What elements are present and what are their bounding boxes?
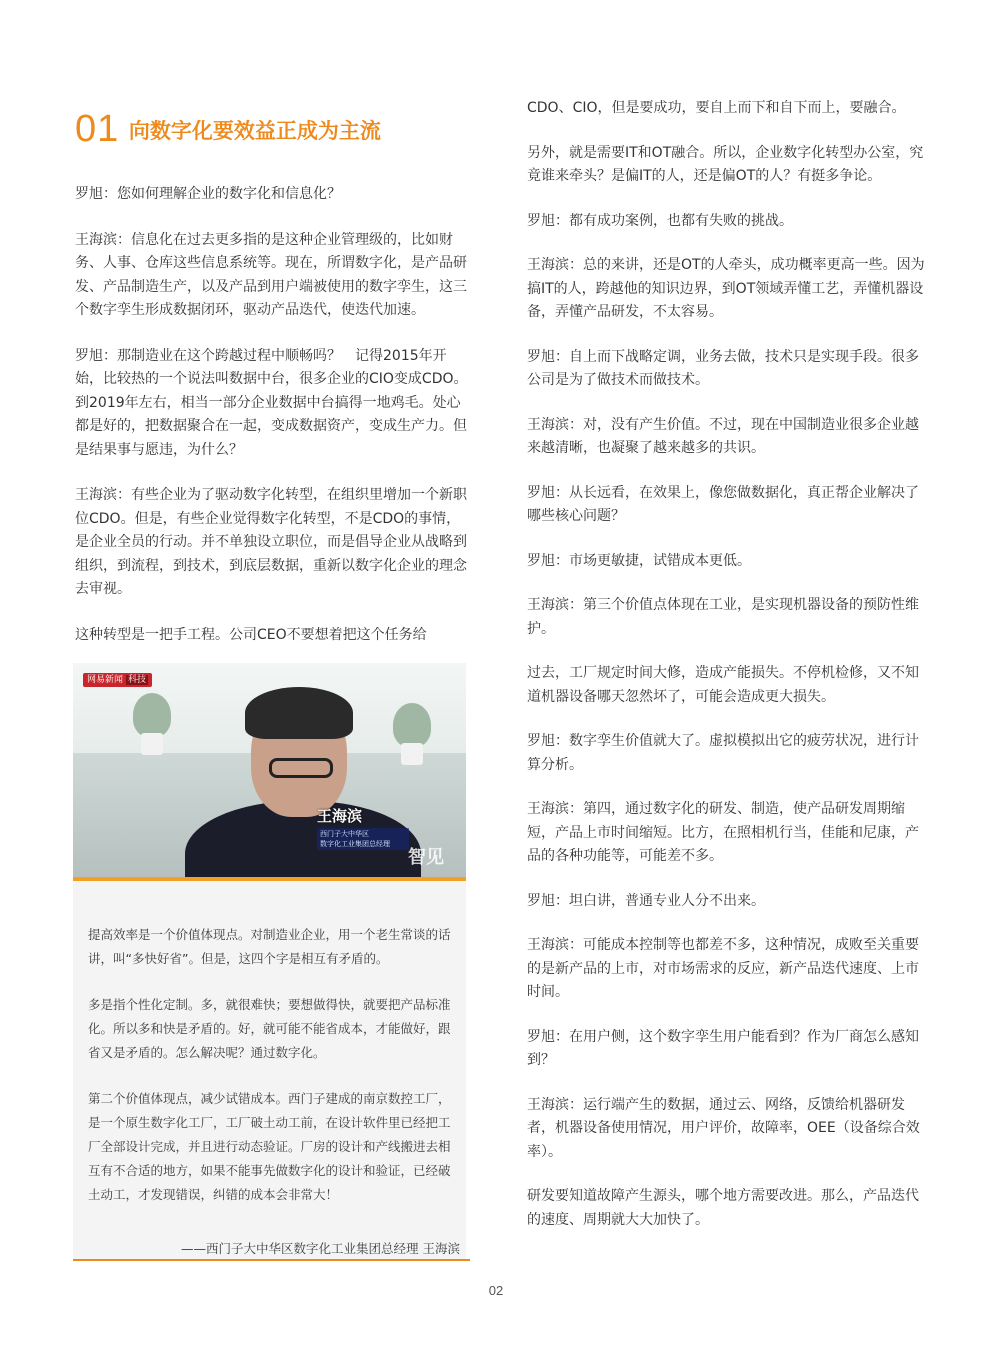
quote-box xyxy=(73,881,466,1259)
quote-paragraph: 提高效率是一个价值体现点。对制造业企业，用一个老生常谈的话讲，叫“多快好省”。但是，这四个字是相互有矛盾的。 xyxy=(88,927,451,966)
paragraph: 罗旭：自上而下战略定调，业务去做，技术只是实现手段。很多公司是为了做技术而做技术。 xyxy=(527,348,919,388)
quote-paragraph: 多是指个性化定制。多，就很难快；要想做得快，就要把产品标准化。所以多和快是矛盾的。好，就可能不能省成本，才能做好，跟省又是矛盾的。怎么解决呢？通过数字化。 xyxy=(88,997,451,1060)
paragraph: 罗旭：数字孪生价值就大了。虚拟模拟出它的疲劳状况，进行计算分析。 xyxy=(527,733,919,773)
paragraph: 罗旭：您如何理解企业的数字化和信息化？ xyxy=(75,186,341,202)
quote-divider xyxy=(73,1259,470,1261)
plant-decoration xyxy=(133,693,171,737)
watermark: 智见 xyxy=(408,847,444,868)
lower-third-name: 王海滨 xyxy=(317,807,363,825)
quote-content xyxy=(88,923,460,1256)
paragraph: 王海滨：信息化在过去更多指的是这种企业管理级的，比如财务、人事、仓库这些信息系统等。现在，所谓数字化，是产品研发、产品制造生产，以及产品到用户端被使用的数字孪生，这三个数字孪生形成数据闭环，驱动产品迭代，使迭代加速。 xyxy=(75,231,467,318)
glasses-icon xyxy=(269,758,333,778)
paragraph: 王海滨：第三个价值点体现在工业，是实现机器设备的预防性维护。 xyxy=(527,597,919,637)
section-number: 01 xyxy=(75,108,120,150)
plant-pot xyxy=(141,733,163,755)
paragraph: 王海滨：有些企业为了驱动数字化转型，在组织里增加一个新职位CDO。但是，有些企业觉得数字化转型，不是CDO的事情，是企业全员的行动。并不单独设立职位，而是倡导企业从战略到组织，到流程，到技术，到底层数据，重新以数字化企业的理念去审视。 xyxy=(75,487,467,597)
interview-photo xyxy=(73,663,466,881)
paragraph: 王海滨：第四，通过数字化的研发、制造，使产品研发周期缩短，产品上市时间缩短。比方，在照相机行当，佳能和尼康，产品的各种功能等，可能差不多。 xyxy=(527,801,919,864)
section-heading xyxy=(75,108,381,151)
paragraph: 王海滨：对，没有产生价值。不过，现在中国制造业很多企业越来越清晰，也凝聚了越来越多的共识。 xyxy=(527,416,919,456)
quote-paragraph: 第二个价值体现点，减少试错成本。西门子建成的南京数控工厂，是一个原生数字化工厂，工厂破土动工前，在设计软件里已经把工厂全部设计完成，并且进行动态验证。厂房的设计和产线搬进去相互有不合适的地方，如果不能事先做数字化的设计和验证，已经破土动工，才发现错误，纠错的成本会非常大！ xyxy=(88,1091,451,1202)
lower-third-subtitle: 西门子大中华区 数字化工业集团总经理 xyxy=(317,828,409,850)
paragraph: 王海滨：总的来讲，还是OT的人牵头，成功概率更高一些。因为搞IT的人，跨越他的知识边界，到OT领域弄懂工艺，弄懂机器设备，弄懂产品研发，不太容易。 xyxy=(527,257,925,320)
left-column xyxy=(75,183,470,669)
paragraph: CDO、CIO，但是要成功，要自上而下和自下而上，要融合。 xyxy=(527,100,906,116)
person-hair xyxy=(245,687,353,739)
right-column xyxy=(527,97,925,1253)
paragraph: 罗旭：都有成功案例，也都有失败的挑战。 xyxy=(527,212,793,229)
paragraph: 王海滨：可能成本控制等也都差不多，这种情况，成败至关重要的是新产品的上市，对市场需求的反应，新产品迭代速度、上市时间。 xyxy=(527,937,919,1000)
paragraph: 王海滨：运行端产生的数据，通过云、网络，反馈给机器研发者，机器设备使用情况，用户评价，故障率，OEE（设备综合效率）。 xyxy=(527,1096,920,1160)
section-title: 向数字化要效益正成为主流 xyxy=(128,119,381,143)
plant-decoration xyxy=(393,703,431,747)
paragraph: 研发要知道故障产生源头，哪个地方需要改进。那么，产品迭代的速度、周期就大大加快了。 xyxy=(527,1188,919,1228)
paragraph: 罗旭：坦白讲，普通专业人分不出来。 xyxy=(527,892,765,909)
paragraph: 过去，工厂规定时间大修，造成产能损失。不停机检修，又不知道机器设备哪天忽然坏了，可能会造成更大损失。 xyxy=(527,665,919,705)
paragraph: 罗旭：从长远看，在效果上，像您做数据化，真正帮企业解决了哪些核心问题？ xyxy=(527,484,919,524)
paragraph: 这种转型是一把手工程。公司CEO不要想着把这个任务给 xyxy=(75,626,427,643)
news-badge: 网易新闻 科技 xyxy=(83,673,152,687)
page-number: 02 xyxy=(488,1283,504,1298)
paragraph: 罗旭：在用户侧，这个数字孪生用户能看到？作为厂商怎么感知到？ xyxy=(527,1028,919,1068)
paragraph: 另外，就是需要IT和OT融合。所以，企业数字化转型办公室，究竟谁来牵头？是偏IT的人，还是偏OT的人？有挺多争论。 xyxy=(527,144,924,184)
paragraph: 罗旭：市场更敏捷，试错成本更低。 xyxy=(527,552,751,569)
lower-third xyxy=(317,805,409,850)
quote-attribution: ——西门子大中华区数字化工业集团总经理 王海滨 xyxy=(181,1241,460,1256)
paragraph: 罗旭：那制造业在这个跨越过程中顺畅吗？ 记得2015年开始，比较热的一个说法叫数据中台，很多企业的CIO变成CDO。到2019年左右，相当一部分企业数据中台搞得一地鸡毛。处心都是好的，把数据聚合在一起，变成数据资产，变成生产力。但是结果事与愿违，为什么？ xyxy=(75,347,468,458)
plant-pot xyxy=(401,743,423,765)
